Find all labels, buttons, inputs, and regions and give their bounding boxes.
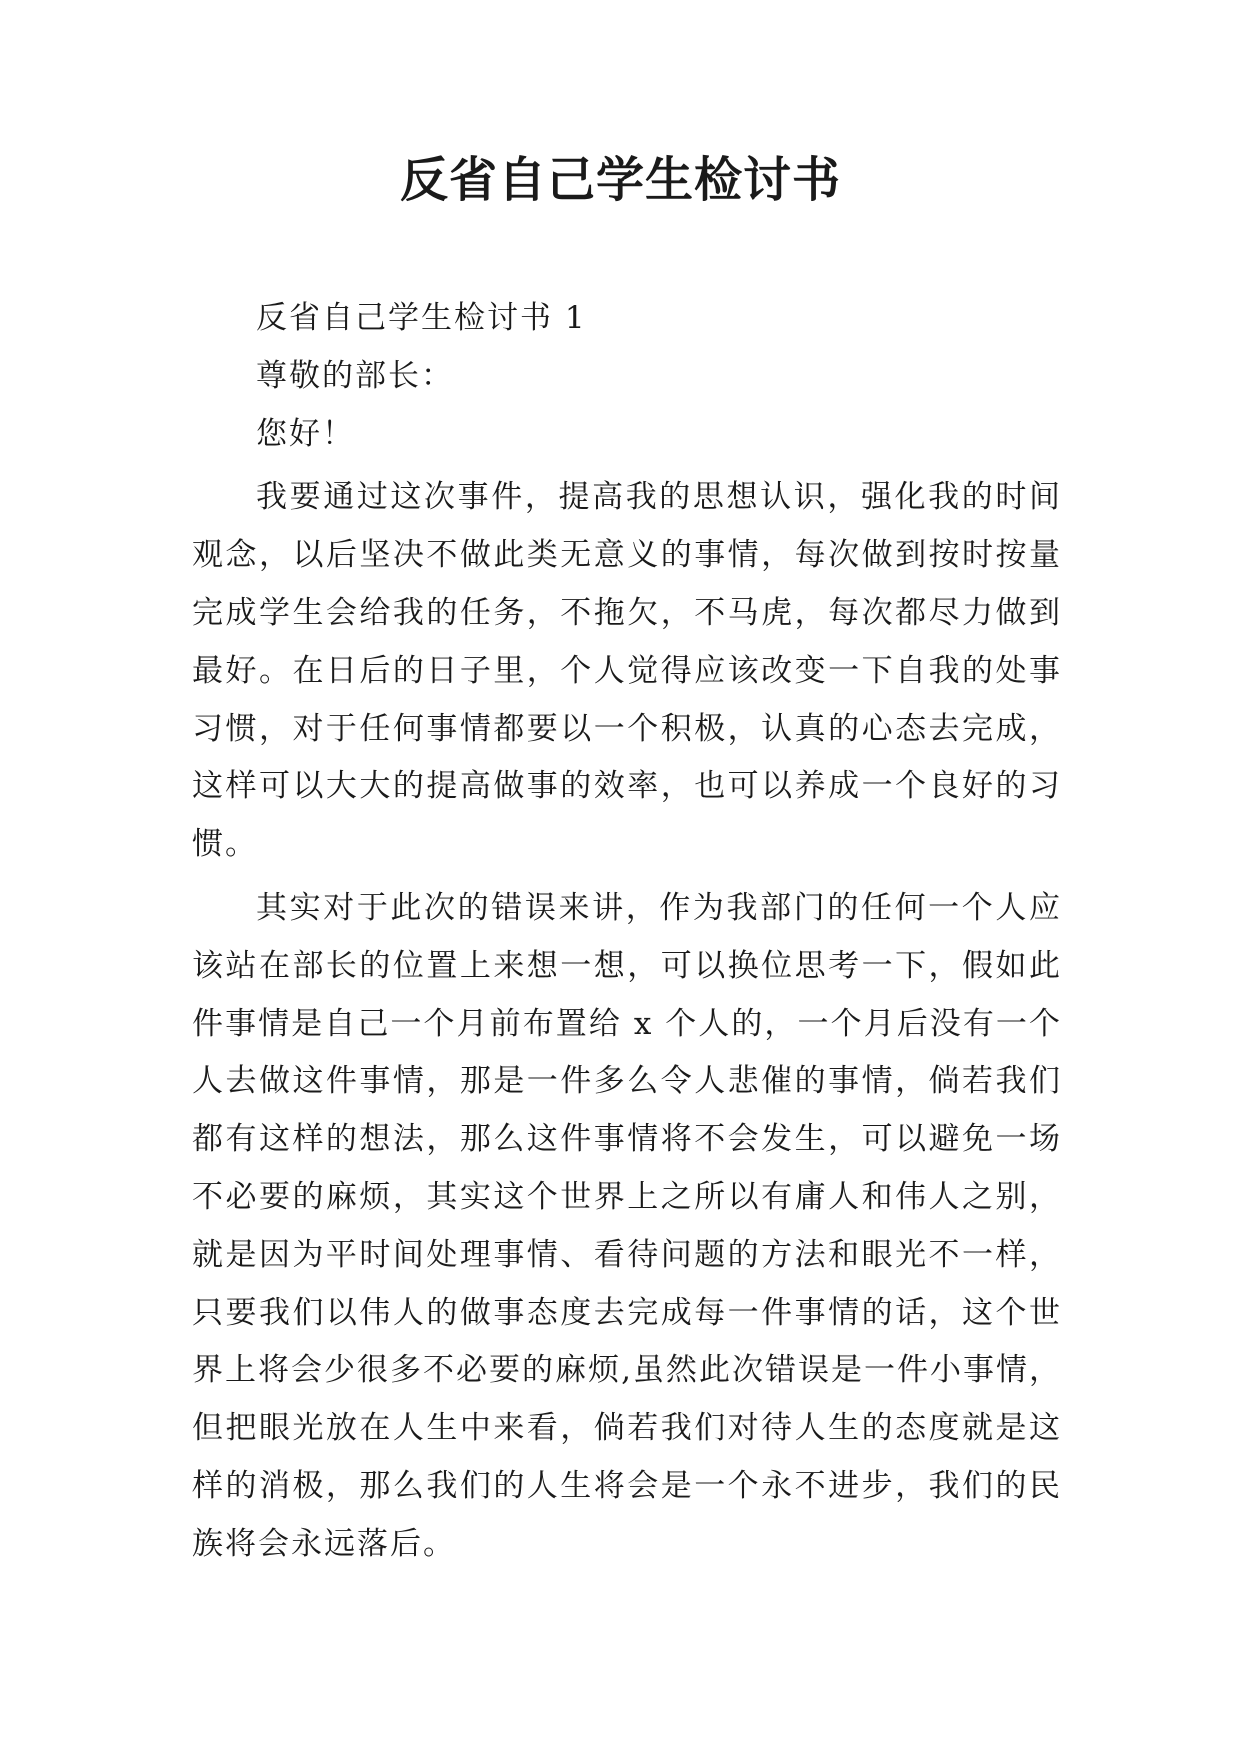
body-paragraph-2: 其实对于此次的错误来讲，作为我部门的任何一个人应该站在部长的位置上来想一想，可以换位思考一下，假如此件事情是自己一个月前布置给 x 个人的，一个月后没有一个人去做这件事情，那是一件多么令人悲催的事情，倘若我们都有这样的想法，那么这件事情将不会发生，可以避免一场不必要的麻烦，其实这个世界上之所以有庸人和伟人之别，就是因为平时间处理事情、看待问题的方法和眼光不一样，只要我们以伟人的做事态度去完成每一件事情的话，这个世界上将会少很多不必要的麻烦,虽然此次错误是一件小事情，但把眼光放在人生中来看，倘若我们对待人生的态度就是这样的消极，那么我们的人生将会是一个永不进步，我们的民族将会永远落后。 xyxy=(192,889,1062,1562)
body-paragraph-1: 我要通过这次事件，提高我的思想认识，强化我的时间观念，以后坚决不做此类无意义的事情，每次做到按时按量完成学生会给我的任务，不拖欠，不马虎，每次都尽力做到最好。在日后的日子里，个人觉得应该改变一下自我的处事习惯，对于任何事情都要以一个积极，认真的心态去完成，这样可以大大的提高做事的效率，也可以养成一个良好的习惯。 xyxy=(192,479,1062,863)
document-subtitle: 反省自己学生检讨书 1 xyxy=(256,300,587,336)
salutation: 尊敬的部长： xyxy=(256,357,454,394)
greeting: 您好！ xyxy=(256,415,355,452)
document-body xyxy=(192,290,1062,1574)
document-title: 反省自己学生检讨书 xyxy=(399,152,841,208)
